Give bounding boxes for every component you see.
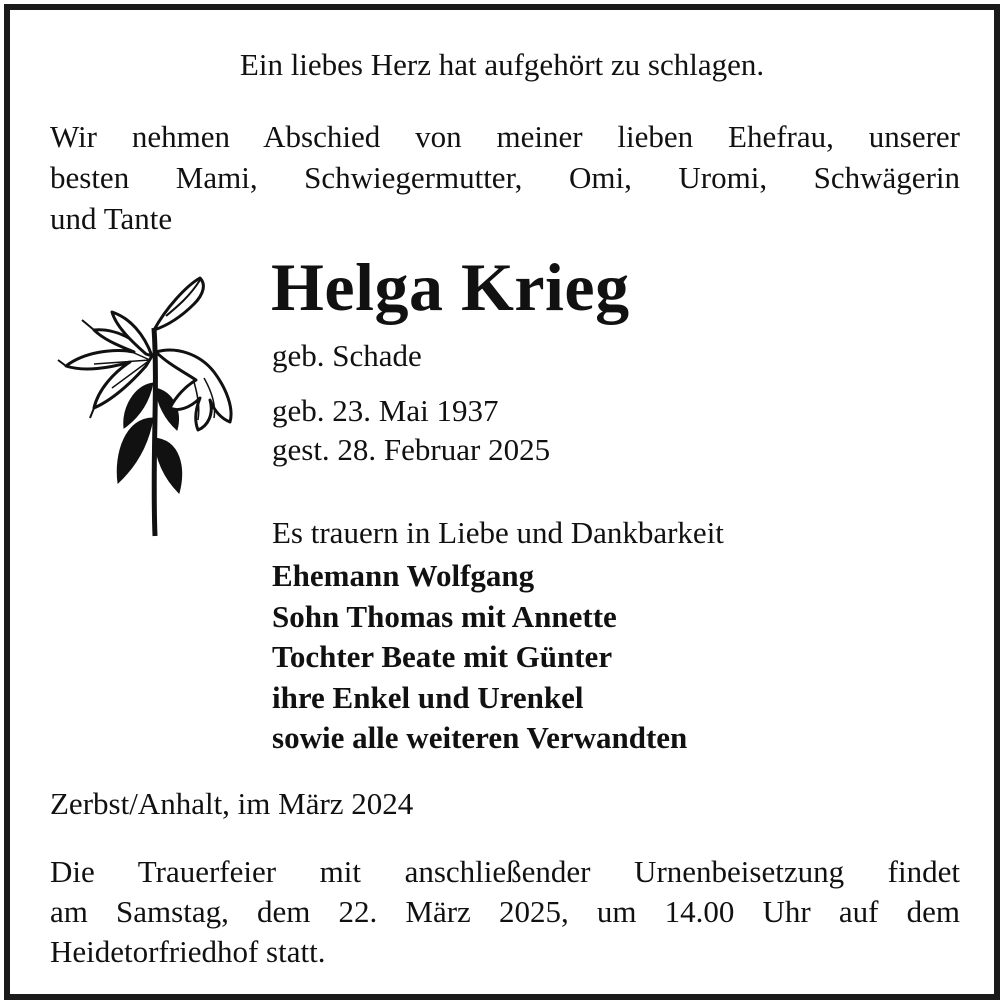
- mourner: sowie alle weiteren Verwandten: [272, 720, 688, 755]
- headline: Ein liebes Herz hat aufgehört zu schlagen.: [239, 47, 765, 82]
- place-and-date: Zerbst/Anhalt, im März 2024: [50, 786, 414, 821]
- mourner: Sohn Thomas mit Annette: [272, 598, 617, 634]
- intro-line: besten Mami, Schwiegermutter, Omi, Uromi, Schwägerin: [50, 160, 960, 195]
- obituary-notice: [4, 4, 1000, 1000]
- mourner: Ehemann Wolfgang: [272, 558, 535, 593]
- ceremony-line: Heidetorfriedhof statt.: [50, 934, 326, 969]
- death-date: gest. 28. Februar 2025: [272, 432, 551, 467]
- intro-line: Wir nehmen Abschied von meiner lieben Ehefrau, unserer: [50, 119, 960, 154]
- lily-flower-icon: [54, 268, 244, 538]
- deceased-name: Helga Krieg: [271, 249, 630, 325]
- maiden-name: geb. Schade: [272, 338, 422, 373]
- ceremony-line: am Samstag, dem 22. März 2025, um 14.00 Uhr auf dem: [50, 894, 960, 929]
- mourner: ihre Enkel und Urenkel: [272, 679, 584, 715]
- birth-date: geb. 23. Mai 1937: [272, 393, 499, 428]
- intro-line: und Tante: [50, 201, 173, 236]
- ceremony-paragraph: [50, 852, 960, 972]
- mourners-list: [272, 556, 687, 759]
- ceremony-line: Die Trauerfeier mit anschließender Urnenbeisetzung findet: [50, 854, 960, 889]
- intro-paragraph: [50, 116, 960, 239]
- mourner: Tochter Beate mit Günter: [272, 639, 613, 674]
- mourning-intro: Es trauern in Liebe und Dankbarkeit: [272, 515, 724, 550]
